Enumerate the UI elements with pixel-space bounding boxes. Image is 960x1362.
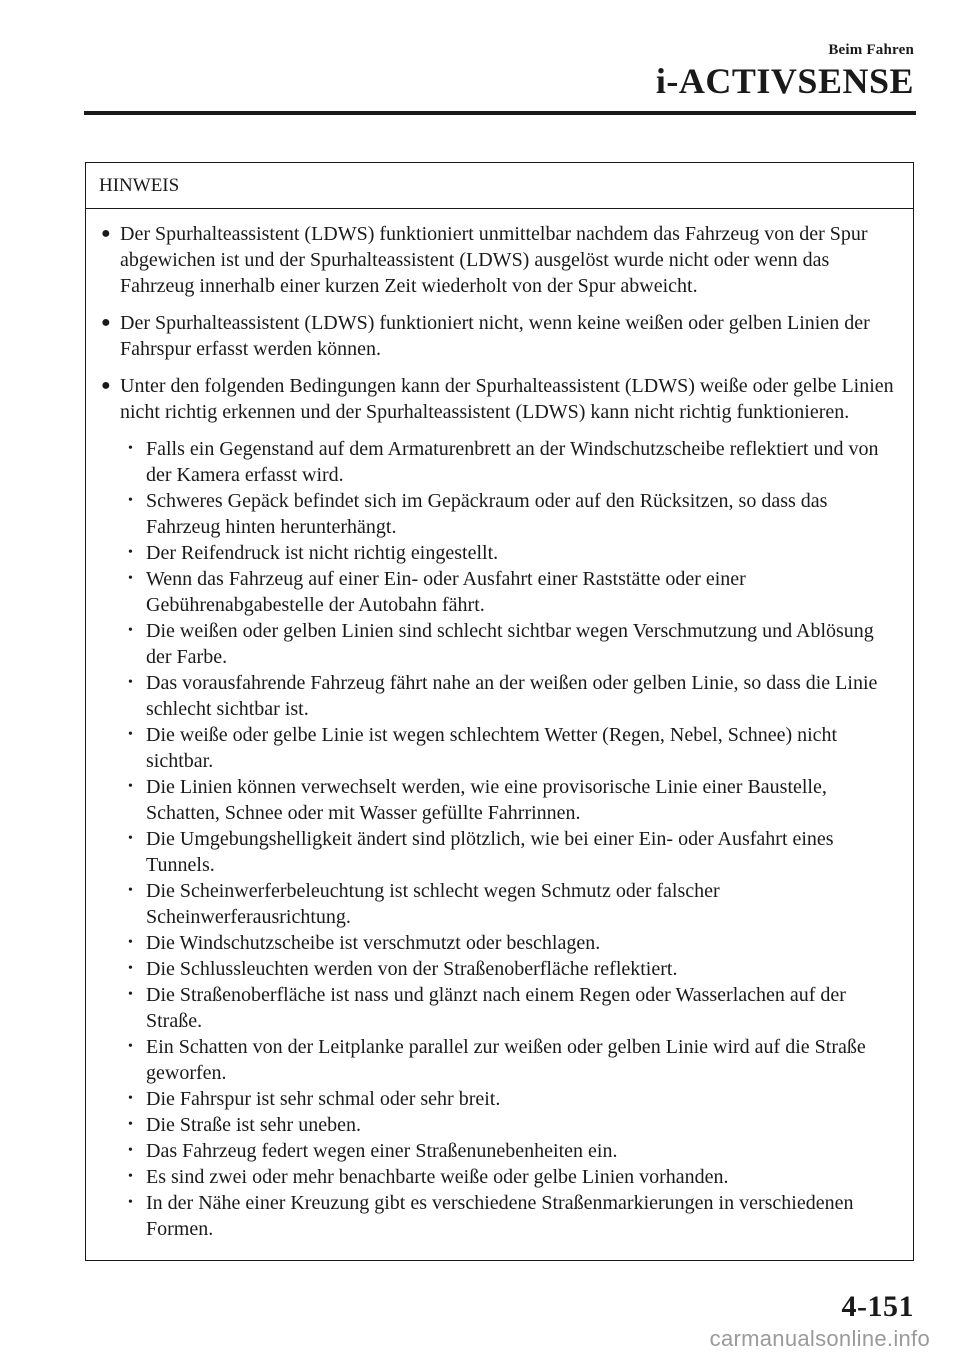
note-title: HINWEIS bbox=[86, 163, 913, 209]
condition-item bbox=[100, 774, 903, 826]
condition-text: Das vorausfahrende Fahrzeug fährt nahe an der weißen oder gelben Linie, so dass die Linie schlecht sichtbar ist. bbox=[146, 672, 878, 720]
condition-text: Die Fahrspur ist sehr schmal oder sehr breit. bbox=[146, 1088, 501, 1110]
note-box bbox=[85, 162, 914, 1261]
bullet-icon: ● bbox=[101, 314, 111, 331]
condition-list bbox=[100, 436, 903, 1242]
sub-bullet-icon: • bbox=[128, 1143, 133, 1158]
sub-bullet-icon: • bbox=[128, 1117, 133, 1132]
condition-text: Die weißen oder gelben Linien sind schlecht sichtbar wegen Verschmutzung und Ablösung der Farbe. bbox=[146, 620, 874, 668]
condition-item bbox=[100, 1190, 903, 1242]
condition-item bbox=[100, 826, 903, 878]
condition-item bbox=[100, 436, 903, 488]
condition-text: Die weiße oder gelbe Linie ist wegen schlechtem Wetter (Regen, Nebel, Schnee) nicht sichtbar. bbox=[146, 724, 838, 772]
section-label: Beim Fahren bbox=[828, 42, 914, 58]
page-header bbox=[656, 42, 914, 99]
condition-text: Es sind zwei oder mehr benachbarte weiße oder gelbe Linien vorhanden. bbox=[146, 1166, 729, 1188]
sub-bullet-icon: • bbox=[128, 623, 133, 638]
note-body bbox=[86, 209, 913, 1242]
condition-item bbox=[100, 1112, 903, 1138]
condition-text: In der Nähe einer Kreuzung gibt es verschiedene Straßenmarkierungen in verschiedenen Formen. bbox=[146, 1192, 854, 1240]
condition-text: Die Straße ist sehr uneben. bbox=[146, 1114, 361, 1136]
sub-bullet-icon: • bbox=[128, 675, 133, 690]
condition-text: Der Reifendruck ist nicht richtig eingestellt. bbox=[146, 542, 499, 564]
chapter-title: i-ACTIVSENSE bbox=[655, 61, 914, 101]
sub-bullet-icon: • bbox=[128, 883, 133, 898]
sub-bullet-icon: • bbox=[128, 779, 133, 794]
condition-text: Die Schlussleuchten werden von der Straßenoberfläche reflektiert. bbox=[146, 958, 678, 980]
condition-item bbox=[100, 1034, 903, 1086]
condition-item bbox=[100, 1164, 903, 1190]
note-item bbox=[100, 221, 903, 299]
condition-item bbox=[100, 982, 903, 1034]
sub-bullet-icon: • bbox=[128, 1169, 133, 1184]
note-item bbox=[100, 373, 903, 425]
note-item-text: Der Spurhalteassistent (LDWS) funktioniert nicht, wenn keine weißen oder gelben Linien der Fahrspur erfasst werden können. bbox=[120, 312, 870, 360]
sub-bullet-icon: • bbox=[128, 571, 133, 586]
condition-item bbox=[100, 618, 903, 670]
condition-item bbox=[100, 722, 903, 774]
sub-bullet-icon: • bbox=[128, 441, 133, 456]
note-item bbox=[100, 310, 903, 362]
note-item-text: Unter den folgenden Bedingungen kann der Spurhalteassistent (LDWS) weiße oder gelbe Linien nicht richtig erkennen und der Spurhalteassistent (LDWS) kann nicht richtig funktionieren. bbox=[120, 375, 894, 423]
bullet-icon: ● bbox=[101, 225, 111, 242]
condition-item bbox=[100, 1086, 903, 1112]
condition-text: Die Windschutzscheibe ist verschmutzt oder beschlagen. bbox=[146, 932, 601, 954]
condition-item bbox=[100, 488, 903, 540]
condition-text: Die Umgebungshelligkeit ändert sind plötzlich, wie bei einer Ein- oder Ausfahrt eines Tunnels. bbox=[146, 828, 834, 876]
sub-bullet-icon: • bbox=[128, 493, 133, 508]
sub-bullet-icon: • bbox=[128, 831, 133, 846]
condition-text: Das Fahrzeug federt wegen einer Straßenunebenheiten ein. bbox=[146, 1140, 618, 1162]
condition-text: Die Straßenoberfläche ist nass und glänzt nach einem Regen oder Wasserlachen auf der Straße. bbox=[146, 984, 846, 1032]
sub-bullet-icon: • bbox=[128, 935, 133, 950]
header-divider bbox=[84, 111, 916, 115]
sub-bullet-icon: • bbox=[128, 987, 133, 1002]
sub-bullet-icon: • bbox=[128, 1091, 133, 1106]
condition-item bbox=[100, 1138, 903, 1164]
sub-bullet-icon: • bbox=[128, 1039, 133, 1054]
condition-item bbox=[100, 956, 903, 982]
sub-bullet-icon: • bbox=[128, 727, 133, 742]
condition-text: Ein Schatten von der Leitplanke parallel zur weißen oder gelben Linie wird auf die Straße geworfen. bbox=[146, 1036, 866, 1084]
condition-item bbox=[100, 566, 903, 618]
condition-text: Die Linien können verwechselt werden, wie eine provisorische Linie einer Baustelle, Schatten, Schnee oder mit Wasser gefüllte Fahrrinnen. bbox=[146, 776, 827, 824]
page-number: 4-151 bbox=[841, 1290, 914, 1323]
condition-text: Wenn das Fahrzeug auf einer Ein- oder Ausfahrt einer Raststätte oder einer Gebührenabgabestelle der Autobahn fährt. bbox=[146, 568, 746, 616]
condition-item bbox=[100, 930, 903, 956]
condition-item bbox=[100, 878, 903, 930]
bullet-icon: ● bbox=[101, 377, 111, 394]
sub-bullet-icon: • bbox=[128, 961, 133, 976]
sub-bullet-icon: • bbox=[128, 1195, 133, 1210]
sub-bullet-icon: • bbox=[128, 545, 133, 560]
condition-text: Falls ein Gegenstand auf dem Armaturenbrett an der Windschutzscheibe reflektiert und von der Kamera erfasst wird. bbox=[146, 438, 879, 486]
note-item-text: Der Spurhalteassistent (LDWS) funktioniert unmittelbar nachdem das Fahrzeug von der Spur abgewichen ist und der Spurhalteassistent (LDWS) ausgelöst wurde nicht oder wenn das Fahrzeug innerhalb einer kurzen Zeit wiederholt von der Spur abweicht. bbox=[120, 223, 868, 297]
condition-item bbox=[100, 670, 903, 722]
watermark: carmanualsonline.info bbox=[709, 1326, 930, 1351]
condition-text: Schweres Gepäck befindet sich im Gepäckraum oder auf den Rücksitzen, so dass das Fahrzeug hinten herunterhängt. bbox=[146, 490, 828, 538]
condition-item bbox=[100, 540, 903, 566]
condition-text: Die Scheinwerferbeleuchtung ist schlecht wegen Schmutz oder falscher Scheinwerferausrichtung. bbox=[146, 880, 720, 928]
